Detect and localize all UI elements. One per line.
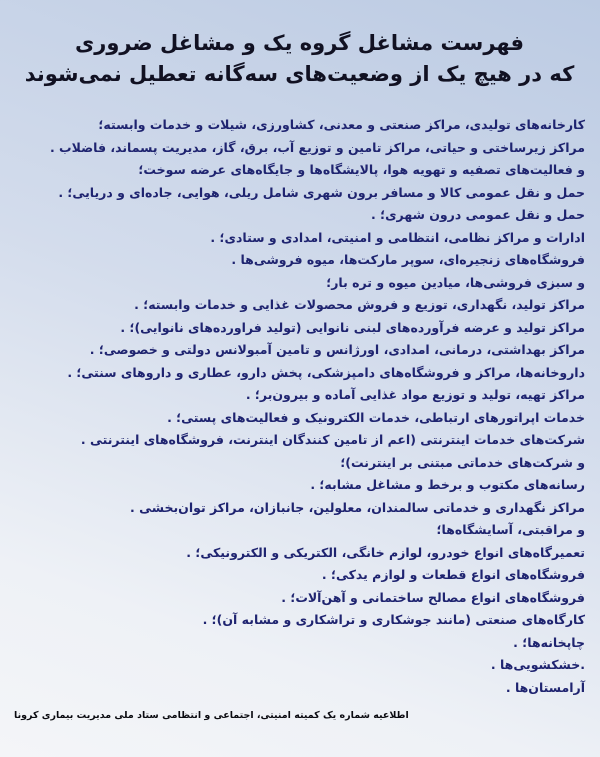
title-line-2: که در هیچ یک از وضعیت‌های سه‌گانه تعطیل نمی‌شوند xyxy=(24,62,575,86)
list-item: رسانه‌های مکتوب و برخط و مشاغل مشابه؛ . xyxy=(310,477,585,492)
list-item: و سبزی فروشی‌ها، میادین میوه و تره بار؛ xyxy=(326,274,585,290)
list-item: تعمیرگاه‌های انواع خودرو، لوازم خانگی، الکتریکی و الکترونیکی؛ . xyxy=(186,544,585,560)
list-item: حمل و نقل عمومی کالا و مسافر برون شهری شامل ریلی، هوایی، جاده‌ای و دریایی؛ . xyxy=(58,184,585,200)
list-item: شرکت‌های خدمات اینترنتی (اعم از تامین کنندگان اینترنت، فروشگاه‌های اینترنتی . xyxy=(80,432,585,447)
list-item: مراکز تولید و عرضه فرآورده‌های لبنی نانوایی (تولید فراورده‌های نانوایی)؛ . xyxy=(120,319,585,335)
list-item: .خشکشویی‌ها . xyxy=(490,657,585,672)
list-item: کارگاه‌های صنعتی (مانند جوشکاری و تراشکاری و مشابه آن)؛ . xyxy=(202,612,585,627)
list-item: و مراقبتی، آسایشگاه‌ها؛ xyxy=(436,522,585,537)
list-item: فروشگاه‌های انواع قطعات و لوازم یدکی؛ . xyxy=(321,567,585,582)
list-item: فروشگاه‌های زنجیره‌ای، سوپر مارکت‌ها، میوه فروشی‌ها . xyxy=(231,252,585,267)
list-item: کارخانه‌های تولیدی، مراکز صنعتی و معدنی، کشاورزی، شیلات و خدمات وابسته؛ xyxy=(98,117,585,132)
document-title xyxy=(14,28,585,90)
essential-jobs-list xyxy=(14,114,585,699)
list-item: خدمات اپراتورهای ارتباطی، خدمات الکترونیک و فعالیت‌های پستی؛ . xyxy=(167,409,585,425)
list-item: آرامستان‌ها . xyxy=(505,679,585,695)
list-item: ادارات و مراکز نظامی، انتظامی و امنیتی، امدادی و ستادی؛ . xyxy=(210,229,585,245)
list-item: و فعالیت‌های تصفیه و تهویه هوا، پالایشگاه‌ها و جایگاه‌های عرضه سوخت؛ xyxy=(138,162,585,177)
list-item: مراکز تهیه، تولید و توزیع مواد غذایی آماده و بیرون‌بر؛ . xyxy=(245,387,585,402)
list-item: چاپخانه‌ها؛ . xyxy=(513,634,585,650)
list-item: مراکز بهداشتی، درمانی، امدادی، اورژانس و تامین آمبولانس دولتی و خصوصی؛ . xyxy=(89,342,585,357)
list-item: مراکز تولید، نگهداری، توزیع و فروش محصولات غذایی و خدمات وابسته؛ . xyxy=(134,297,585,312)
list-item: داروخانه‌ها، مراکز و فروشگاه‌های دامپزشکی، پخش دارو، عطاری و داروهای سنتی؛ . xyxy=(67,364,585,380)
list-item: مراکز نگهداری و خدماتی سالمندان، معلولین، جانبازان، مراکز توان‌بخشی . xyxy=(129,499,585,515)
list-item: و شرکت‌های خدماتی مبتنی بر اینترنت)؛ xyxy=(340,454,585,470)
title-line-1: فهرست مشاغل گروه یک و مشاغل ضروری xyxy=(74,31,525,55)
list-item: فروشگاه‌های انواع مصالح ساختمانی و آهن‌آلات؛ . xyxy=(281,589,585,605)
list-item: مراکز زیرساختی و حیاتی، مراکز تامین و توزیع آب، برق، گاز، مدیریت پسماند، فاضلاب . xyxy=(49,139,585,155)
list-item: حمل و نقل عمومی درون شهری؛ . xyxy=(371,207,585,222)
source-footer: اطلاعیه شماره یک کمیته امنیتی، اجتماعی و انتظامی ستاد ملی مدیریت بیماری کرونا xyxy=(14,710,409,721)
